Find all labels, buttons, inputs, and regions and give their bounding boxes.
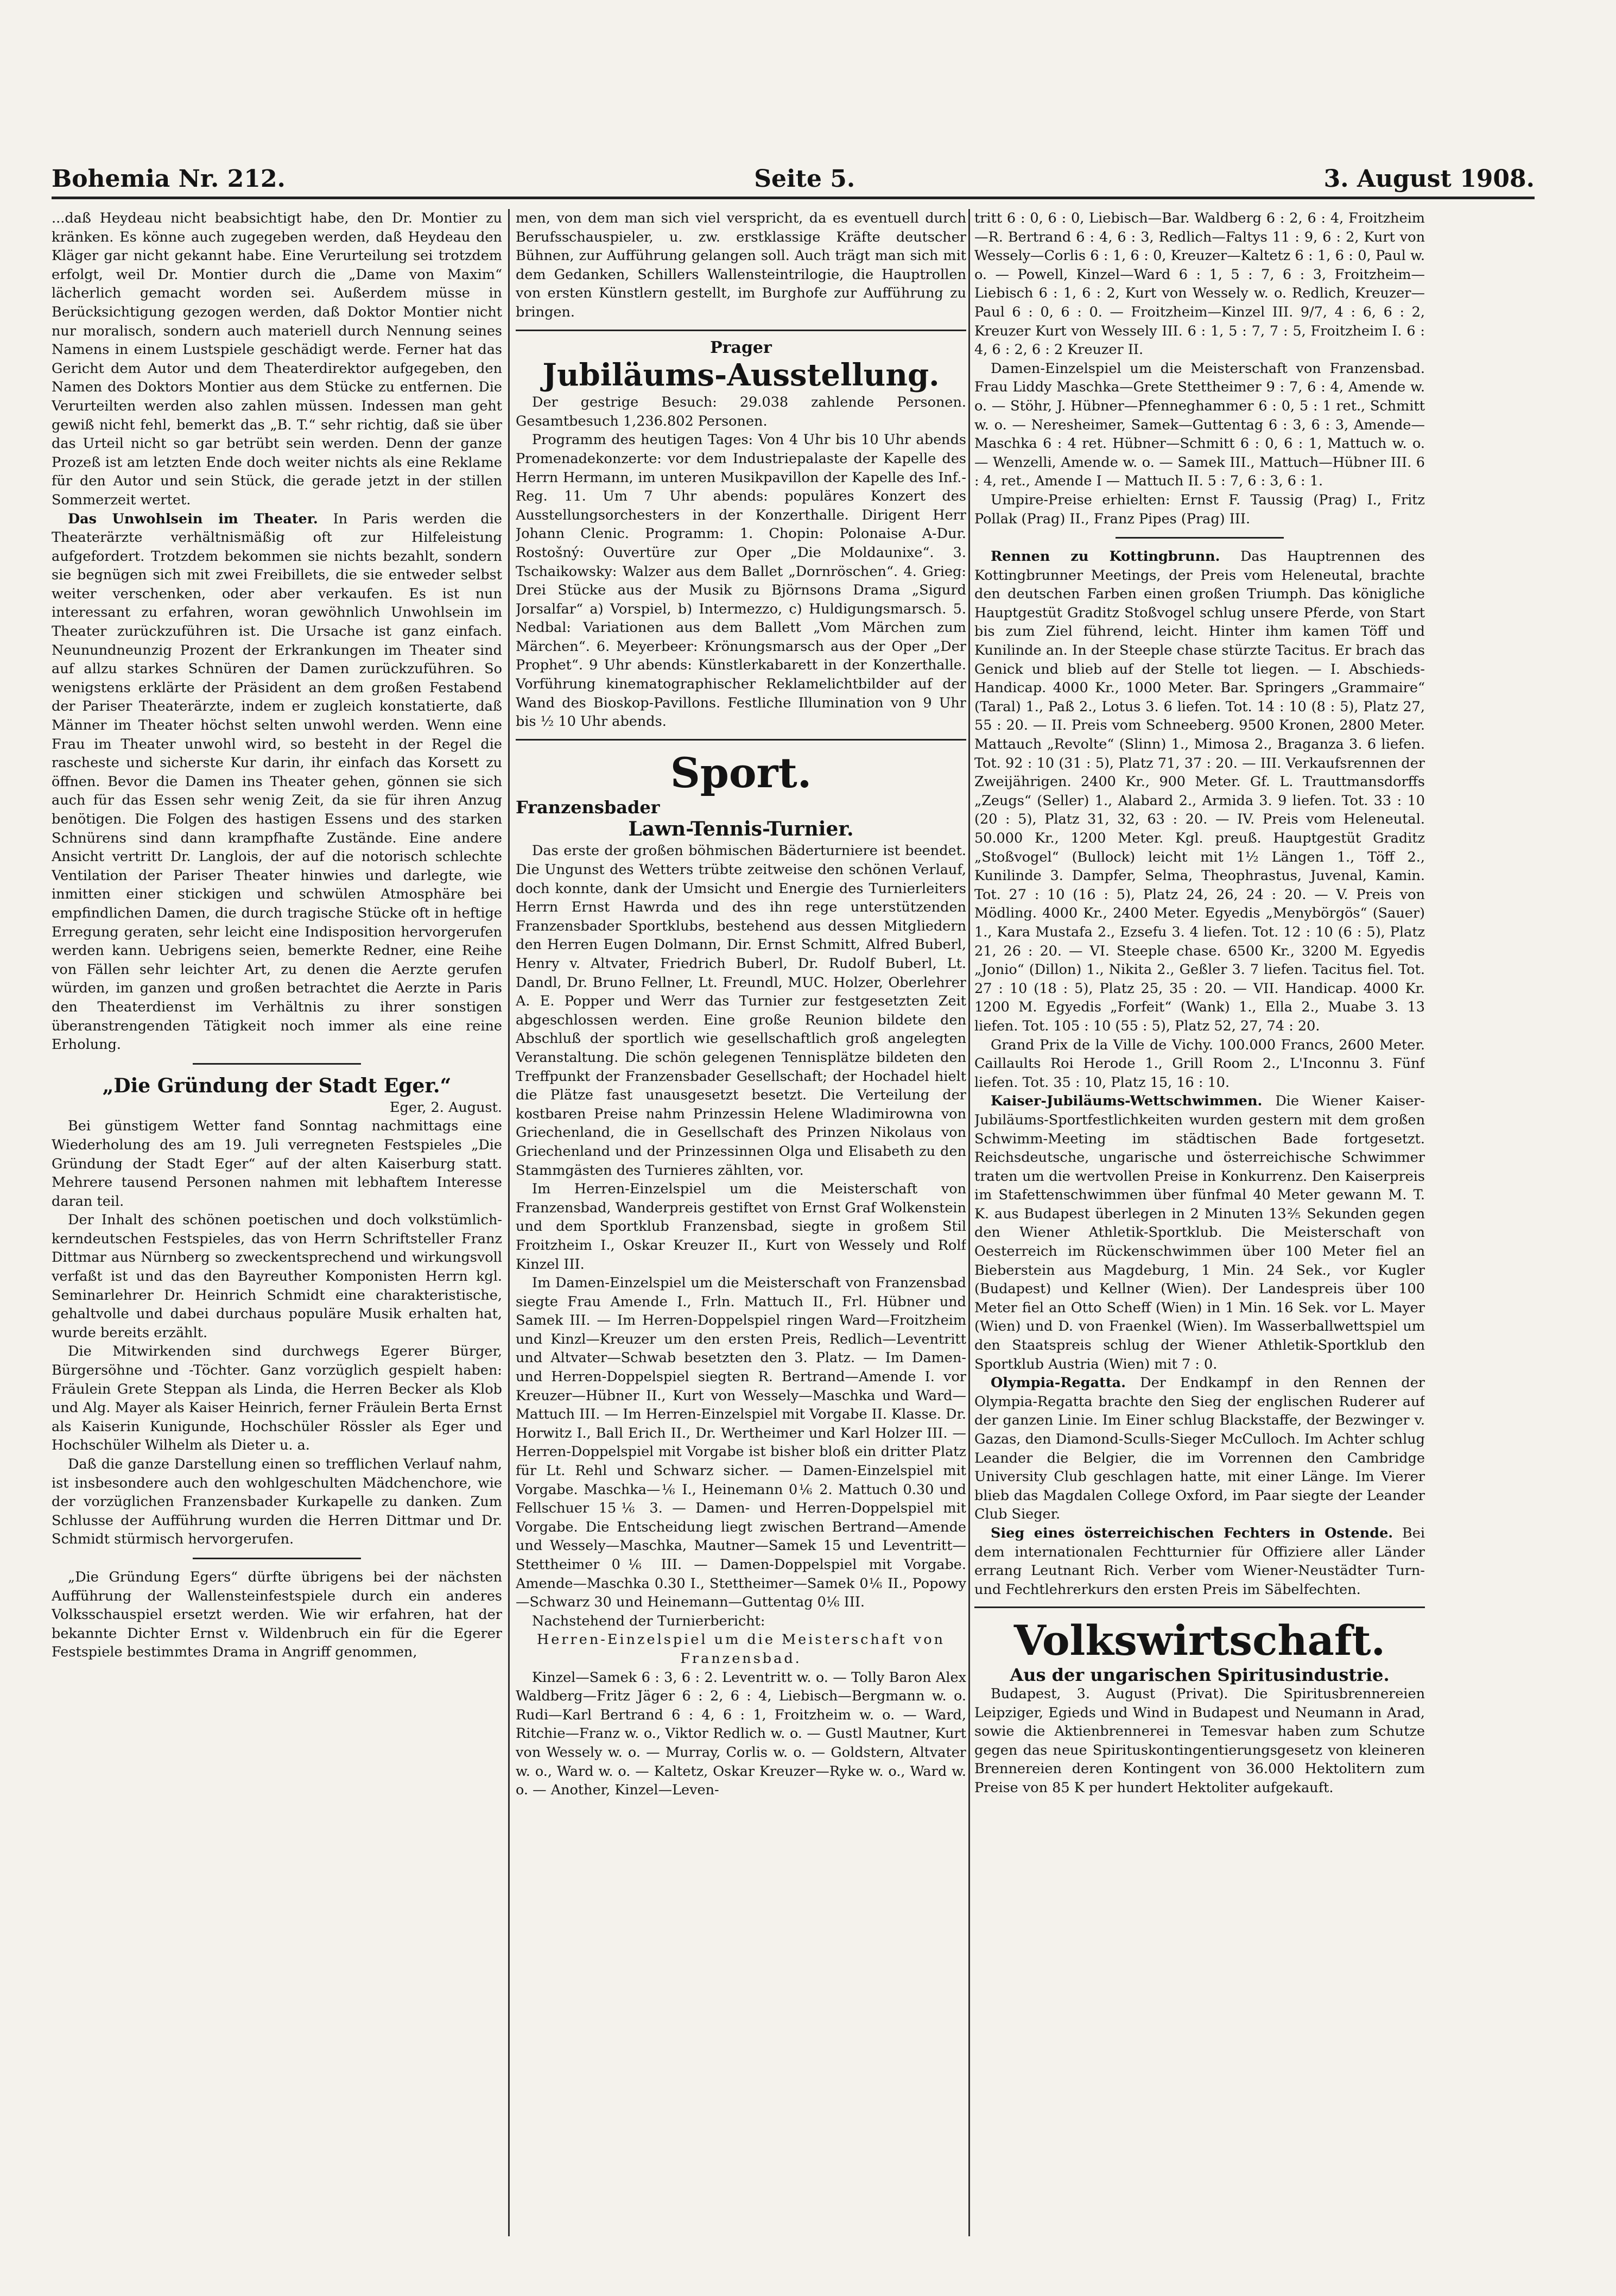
article-text: In Paris werden die Theaterärzte verhältnismäßig oft zur Hilfeleistung aufgefordert. Trotzdem bekommen sie nichts bezahlt, sondern sie begnügen sich mit zwei Freibillets, die sie entweder selbst weiter verschenken, oder aber verkaufen. Es ist nun interessant zu erfahren, woran gewöhnlich Unwohlsein im Theater zurückzuführen ist. Die Ursache ist ganz einfach. Neunundneunzig Prozent der Erkrankungen im Theater sind auf allzu starkes Schnüren der Damen zurückzuführen. So wenigstens erklärte der Präsident an dem großen Festabend der Pariser Theaterärzte, indem er zugleich konstatierte, daß Männer im Theater höchst selten unwohl werden. Wenn eine Frau im Theater unwohl wird, so besteht in der Regel die rascheste und sicherste Kur darin, ihr einfach das Korsett zu öffnen. Bevor die Damen ins Theater gehen, gönnen sie sich auch für das Essen sehr wenig Zeit, da sie für ihren Anzug benötigen. Die Folgen des hastigen Essens und des starken Schnürens sind dann krampfhafte Zustände. Eine andere Ansicht vertritt Dr. Langlois, der auf die notorisch schlechte Ventilation der Pariser Theater hinwies und darlegte, wie inmitten einer stickigen und schwülen Atmosphäre bei empfindlichen Damen, die durch tragische Stücke oft in heftige Erregung geraten, sehr leicht eine Indisposition hervorgerufen werden kann. Uebrigens seien, bemerkte Redner, eine Reihe von Fällen sehr leichter Art, zu denen die Aerzte gerufen würden, im ganzen und großen betrachtet die Aerzte in Paris den Theaterdienst im Verhältnis zu ihrer sonstigen überanstrengenden Tätigkeit noch immer als eine reine Erholung.: [52, 510, 502, 1053]
article-paragraph: Daß die ganze Darstellung einen so trefflichen Verlauf nahm, ist insbesondere auch den wohlgeschulten Mädchenchore, wie der vorzüglichen Franzensbader Kurkapelle zu danken. Zum Schlusse der Aufführung wurden die Herren Dittmar und Dr. Schmidt stürmisch hervorgerufen.: [52, 1456, 502, 1548]
results-heading: Herren-Einzelspiel um die Meisterschaft von Franzensbad.: [537, 1631, 945, 1667]
article-headline: Das Unwohlsein im Theater.: [68, 510, 318, 527]
section-title: Jubiläums-Ausstellung.: [542, 357, 940, 394]
article-paragraph: Damen-Einzelspiel um die Meisterschaft von Franzensbad. Frau Liddy Maschka—Grete Stettheimer 9 : 7, 6 : 4, Amende w. o. — Stöhr, J. Hübner—Pfenneghammer 6 : 0, 5 : 1 ret., Schmitt w. o. — Neresheimer, Samek—Guttentag 6 : 3, 6 : 3, Amende—Maschka 6 : 4 ret. Hübner—Schmitt 6 : 0, 6 : 1, Mattuch w. o. — Wenzelli, Amende w. o. — Samek III., Mattuch—Hübner III. 6 : 4, ret., Amende I — Mattuch II. 5 : 7, 6 : 3, 6 : 1.: [974, 360, 1425, 490]
header-rule: [52, 197, 1535, 199]
article-paragraph: [974, 1092, 1425, 1374]
article-paragraph: men, von dem man sich viel verspricht, da es eventuell durch Berufsschauspieler, u. zw. erstklassige Kräfte deutscher Bühnen, zur Aufführung gelangen soll. Auch trägt man sich mit dem Gedanken, Schillers Wallensteintrilogie, die Hauptrollen von ersten Künstlern gestellt, im Burghofe zur Aufführung zu bringen.: [516, 210, 966, 320]
page-header: [52, 155, 1535, 193]
article-paragraph: Umpire-Preise erhielten: Ernst F. Taussig (Prag) I., Fritz Pollak (Prag) II., Franz Pipes (Prag) III.: [974, 491, 1425, 527]
separator: [516, 330, 966, 331]
article-paragraph: Im Herren-Einzelspiel um die Meisterschaft von Franzensbad, Wanderpreis gestiftet von Ernst Graf Wolkenstein und dem Sportklub Franzensbad, siegte in großem Stil Froitzheim I., Oskar Kreuzer II., Kurt von Wessely und Rolf Kinzel III.: [516, 1181, 966, 1273]
article-paragraph: [974, 1524, 1425, 1599]
issue-date: 3. August 1908.: [1323, 165, 1535, 193]
article-paragraph: [974, 1374, 1425, 1524]
article-headline: Rennen zu Kottingbrunn.: [991, 548, 1220, 565]
article-paragraph: Nachstehend der Turnierbericht:: [532, 1612, 765, 1629]
masthead-issue: Bohemia Nr. 212.: [52, 165, 286, 193]
dateline: Eger, 2. August.: [389, 1099, 502, 1116]
article-paragraph: Die Mitwirkenden sind durchwegs Egerer Bürger, Bürgersöhne und -Töchter. Ganz vorzüglich gespielt haben: Fräulein Grete Steppan als Linda, die Herren Becker als Klob und Alg. Mayer als Kaiser Heinrich, ferner Fräulein Berta Ernst als Kaiserin Kunigunde, Hochschüler Rössler als Eger und Hochschüler Wilhelm als Dieter u. a.: [52, 1343, 502, 1454]
article-title: Aus der ungarischen Spiritusindustrie.: [1010, 1665, 1390, 1686]
section-title: Volkswirtschaft.: [1013, 1616, 1386, 1665]
separator: [974, 1606, 1425, 1608]
article-headline: Olympia-Regatta.: [991, 1375, 1126, 1391]
separator: [516, 739, 966, 741]
article-paragraph: Kinzel—Samek 6 : 3, 6 : 2. Leventritt w. o. — Tolly Baron Alex Waldberg—Fritz Jäger 6 : 2, 6 : 4, Liebisch—Bergmann w. o. Rudi—Karl Bertrand 6 : 4, 6 : 1, Froitzheim w. o. — Ward, Ritchie—Franz w. o., Viktor Redlich w. o. — Gustl Mautner, Kurt von Wessely w. o. — Murray, Corlis w. o. — Goldstern, Altvater w. o., Ward w. o. — Kaltetz, Oskar Kreuzer—Ryke w. o., Ward w. o. — Another, Kinzel—Leven-: [516, 1669, 966, 1799]
article-kicker: Franzensbader: [516, 796, 660, 818]
article-paragraph: Grand Prix de la Ville de Vichy. 100.000 Francs, 2600 Meter. Caillaults Roi Herode 1., Grill Room 2., L'Inconnu 3. Fünf liefen. Tot. 35 : 10, Platz 15, 16 : 10.: [974, 1036, 1425, 1091]
article-paragraph: Der Inhalt des schönen poetischen und doch volkstümlich-kerndeutschen Festspieles, das von Herrn Schriftsteller Franz Dittmar aus Nürnberg so zweckentsprechend und wirkungsvoll verfaßt ist und das den Bayreuther Komponisten Herrn kgl. Seminarlehrer Dr. Heinrich Schmidt eine charakteristische, gehaltvolle und dabei durchaus populäre Musik erhalten hat, wurde bereits erzählt.: [52, 1212, 502, 1341]
separator: [193, 1558, 361, 1559]
article-paragraph: ...daß Heydeau nicht beabsichtigt habe, den Dr. Montier zu kränken. Es könne auch zugegeben werden, daß Heydeau den Kläger gar nicht gekannt habe. Eine Verurteilung sei trotzdem erfolgt, weil Dr. Montier durch die „Dame von Maxim“ lächerlich gemacht worden sei. Außerdem müsse in Berücksichtigung gezogen werden, daß Doktor Montier nicht nur moralisch, sondern auch materiell durch Nennung seines Namens in einem Lustspiele geschädigt werde. Ferner hat das Gericht dem Autor und dem Theaterdirektor aufgegeben, den Namen des Doktors Montier aus dem Stücke zu entfernen. Die Verurteilten werden also zahlen müssen. Indessen man geht gewiß nicht fehl, bemerkt das „B. T.“ sehr richtig, daß sie über das Urteil nicht so gar betrübt sein werden. Denn der ganze Prozeß ist am letzten Ende doch weiter nichts als eine Reklame für den Autor und sein Stück, die gerade jetzt in der stillen Sommerzeit wertet.: [52, 210, 502, 508]
article-paragraph: [52, 510, 502, 1054]
section-title: Sport.: [670, 748, 812, 797]
article-paragraph: Der gestrige Besuch: 29.038 zahlende Personen. Gesamtbesuch 1,236.802 Personen.: [516, 394, 966, 429]
column-divider: [508, 209, 510, 2236]
section-kicker: Prager: [710, 338, 772, 357]
article-text: Das Hauptrennen des Kottingbrunner Meetings, der Preis vom Heleneutal, brachte den deutschen Farben einen großen Triumph. Das königliche Hauptgestüt Graditz Stoßvogel schlug unsere Pferde, von Start bis zum Ziel führend, leicht. Hinter ihm kamen Töff und Kunilinde an. In der Steeple chase stürzte Tacitus. Er brach das Genick und blieb auf der Stelle tot liegen. — I. Abschieds-Handicap. 4000 Kr., 1000 Meter. Bar. Springers „Grammaire“ (Taral) 1., Paß 2., Lotus 3. 6 liefen. Tot. 14 : 10 (8 : 5), Platz 27, 55 : 20. — II. Preis vom Schneeberg. 9500 Kronen, 2800 Meter. Mattauch „Revolte“ (Slinn) 1., Mimosa 2., Braganza 3. 6 liefen. Tot. 92 : 10 (31 : 5), Platz 71, 37 : 20. — III. Verkaufsrennen der Zweijährigen. 2400 Kr., 900 Meter. Gf. L. Trauttmansdorffs „Zeugs“ (Seller) 1., Alabard 2., Armida 3. 9 liefen. Tot. 33 : 10 (20 : 5), Platz 31, 32, 63 : 20. — IV. Preis vom Heleneutal. 50.000 Kr., 1200 Meter. Kgl. preuß. Hauptgestüt Graditz „Stoßvogel“ (Bullock) leicht mit 1½ Längen 1., Töff 2., Kunilinde 3. Dampfer, Selma, Theophrastus, Juvenal, Kamin. Tot. 27 : 10 (16 : 5), Platz 24, 26, 24 : 20. — V. Preis von Mödling. 4000 Kr., 2400 Meter. Egyedis „Menybörgös“ (Sauer) 1., Kara Mustafa 2., Ezsefu 3. 4 liefen. Tot. 12 : 10 (6 : 5), Platz 21, 26 : 20. — VI. Steeple chase. 6500 Kr., 3200 M. Egyedis „Jonio“ (Dillon) 1., Nikita 2., Geßler 3. 7 liefen. Tacitus fiel. Tot. 27 : 10 (18 : 5), Platz 25, 35 : 20. — VII. Handicap. 4000 Kr. 1200 M. Egyedis „Forfeit“ (Wank) 1., Ella 2., Muabe 3. 13 liefen. Tot. 105 : 10 (55 : 5), Platz 52, 27, 74 : 20.: [974, 548, 1425, 1034]
article-paragraph: Im Damen-Einzelspiel um die Meisterschaft von Franzensbad siegte Frau Amende I., Frln. Mattuch II., Frl. Hübner und Samek III. — Im Herren-Doppelspiel ringen Ward—Froitzheim und Kinzl—Kreuzer um den ersten Preis, Redlich—Leventritt und Altvater—Schwab besetzten den 3. Platz. — Im Damen- und Herren-Doppelspiel siegten R. Bertrand—Amende I. vor Kreuzer—Hübner II., Kurt von Wessely—Maschka und Ward—Mattuch III. — Im Herren-Einzelspiel mit Vorgabe II. Klasse. Dr. Horwitz I., Ball Erich II., Dr. Wertheimer und Karl Holzer III. — Herren-Doppelspiel mit Vorgabe ist bisher bloß ein dritter Platz für Lt. Rehl und Schwarz sicher. — Damen-Einzelspiel mit Vorgabe. Maschka—⅙ I., Heinemann 0⅙ 2. Mattuch 0.30 und Fellschuer 15⅙ 3. — Damen- und Herren-Doppelspiel mit Vorgabe. Die Entscheidung liegt zwischen Bertrand—Amende und Wessely—Maschka, Mautner—Samek 15 und Leventritt—Stettheimer 0⅙ III. — Damen-Doppelspiel mit Vorgabe. Amende—Maschka 0.30 I., Stettheimer—Samek 0⅙ II., Popowy—Schwarz 30 und Heinemann—Guttentag 0⅙ III.: [516, 1275, 966, 1611]
article-title: Lawn-Tennis-Turnier.: [628, 818, 854, 841]
separator: [1116, 537, 1284, 539]
page-number: Seite 5.: [754, 165, 855, 193]
column-2: [516, 209, 966, 2236]
article-text: Die Wiener Kaiser-Jubiläums-Sportfestlichkeiten wurden gestern mit dem großen Schwimm-Meeting im städtischen Bade fortgesetzt. Reichsdeutsche, ungarische und österreichische Schwimmer traten um die wertvollen Preise in Konkurrenz. Den Kaiserpreis im Stafettenschwimmen über fünfmal 40 Meter gewann M. T. K. aus Budapest überlegen in 2 Minuten 13⅖ Sekunden gegen den Wiener Athletik-Sportklub. Die Meisterschaft von Oesterreich im Rückenschwimmen über 100 Meter fiel an Bieberstein aus Magdeburg, 1 Min. 24 Sek., vor Kugler (Budapest) und Kellner (Wien). Der Landespreis über 100 Meter fiel an Otto Scheff (Wien) in 1 Min. 16 Sek. vor L. Mayer (Wien) und D. von Fraenkel (Wien). Im Wasserballwettspiel um den Staatspreis schlug der Wiener Athletik-Sportklub den Sportklub Austria (Wien) mit 7 : 0.: [974, 1093, 1425, 1372]
column-divider: [968, 209, 970, 2236]
article-paragraph: Programm des heutigen Tages: Von 4 Uhr bis 10 Uhr abends Promenadekonzerte: vor dem Industriepalaste der Kapelle des Herrn Hermann, im unteren Musikpavillon der Kapelle des Inf.-Reg. 11. Um 7 Uhr abends: populäres Konzert des Ausstellungsorchesters in der Konzerthalle. Dirigent Herr Johann Clenic. Programm: 1. Chopin: Polonaise A-Dur. Rostošný: Ouvertüre zur Oper „Die Moldaunixe“. 3. Tschaikowsky: Walzer aus dem Ballet „Dornröschen“. 4. Grieg: Drei Stücke aus der Musik zu Björnsons Drama „Sigurd Jorsalfar“ a) Vorspiel, b) Intermezzo, c) Huldigungsmarsch. 5. Nedbal: Variationen aus dem Ballett „Vom Märchen zum Märchen“. 6. Meyerbeer: Krönungsmarsch aus der Oper „Der Prophet“. 9 Uhr abends: Künstlerkabarett in der Konzerthalle. Vorführung kinematographischer Reklamelichtbilder auf der Wand des Bioskop-Pavillons. Festliche Illumination von 9 Uhr bis ½ 10 Uhr abends.: [516, 432, 966, 730]
article-paragraph: Bei günstigem Wetter fand Sonntag nachmittags eine Wiederholung des am 19. Juli verregneten Festspieles „Die Gründung der Stadt Eger“ auf der alten Kaiserburg statt. Mehrere tausend Personen nahmen mit lebhaftem Interesse daran teil.: [52, 1118, 502, 1210]
article-title: „Die Gründung der Stadt Eger.“: [102, 1074, 452, 1097]
article-headline: Sieg eines österreichischen Fechters in Ostende.: [991, 1525, 1393, 1541]
separator: [193, 1063, 361, 1065]
article-text: Der Endkampf in den Rennen der Olympia-Regatta brachte den Sieg der englischen Ruderer auf der ganzen Linie. Im Einer schlug Blackstaffe, der Bezwinger v. Gazas, den Diamond-Sculls-Sieger McCulloch. Im Achter schlug Leander die Belgier, die im Vorrennen den Cambridge University Club geschlagen hatte, mit einer Länge. Im Vierer blieb das Magdalen College Oxford, im Paar siegte der Leander Club Sieger.: [974, 1375, 1425, 1523]
column-3: [974, 209, 1425, 2236]
column-1: [52, 209, 502, 2236]
article-paragraph: Das erste der großen böhmischen Bäderturniere ist beendet. Die Ungunst des Wetters trübte zeitweise den schönen Verlauf, doch konnte, dank der Umsicht und Energie des Turnierleiters Herrn Ernst Hawrda und des ihn rege unterstützenden Franzensbader Sportklubs, bestehend aus dessen Mitgliedern den Herren Eugen Dolmann, Dir. Ernst Schmitt, Alfred Buberl, Henry v. Altvater, Friedrich Buberl, Dr. Rudolf Buberl, Lt. Dandl, Dr. Bruno Fellner, Lt. Freundl, MUC. Holzer, Oberlehrer A. E. Popper und Werr das Turnier zur festgesetzten Zeit abgeschlossen werden. Eine große Reunion bildete den Abschluß der sportlich wie gesellschaftlich groß angelegten Veranstaltung. Die schön gelegenen Tennisplätze bildeten den Treffpunkt der Franzensbader Gesellschaft; der Hochadel hielt die Plätze fast unausgesetzt besetzt. Die Verteilung der kostbaren Preise nahm Prinzessin Helene Wladimirowna von Griechenland, die in Gesellschaft des Prinzen Nikolaus von Griechenland und der Prinzessinnen Olga und Elisabeth zu den Stammgästen des Turnieres zählten, vor.: [516, 843, 966, 1179]
article-paragraph: Budapest, 3. August (Privat). Die Spiritusbrennereien Leipziger, Egieds und Wind in Budapest und Neumann in Arad, sowie die Aktienbrennerei in Temesvar haben zum Schutze gegen das neue Spirituskontingentierungsgesetz von kleineren Brennereien deren Kontingent von 36.000 Hektolitern zum Preise von 85 K per hundert Hektoliter aufgekauft.: [974, 1685, 1425, 1796]
article-paragraph: [974, 547, 1425, 1035]
article-paragraph: „Die Gründung Egers“ dürfte übrigens bei der nächsten Aufführung der Wallensteinfestspiele durch ein anderes Volksschauspiel ersetzt werden. Wie wir erfahren, hat der bekannte Dichter Ernst v. Wildenbruch ein für die Egerer Festspiele bestimmtes Drama in Angriff genommen,: [52, 1568, 502, 1661]
article-text: Bei dem internationalen Fechtturnier für Offiziere aller Länder errang Leutnant Rich. Verber vom Wiener-Neustädter Turn- und Fechtlehrerkurs den ersten Preis im Säbelfechten.: [974, 1525, 1425, 1598]
article-paragraph: tritt 6 : 0, 6 : 0, Liebisch—Bar. Waldberg 6 : 2, 6 : 4, Froitzheim—R. Bertrand 6 : 4, 6 : 3, Redlich—Faltys 11 : 9, 6 : 2, Kurt von Wessely—Corlis 6 : 1, 6 : 0, Kreuzer—Kaltetz 6 : 1, 6 : 0, Paul w. o. — Powell, Kinzel—Ward 6 : 1, 5 : 7, 6 : 3, Froitzheim—Liebisch 6 : 1, 6 : 2, Kurt von Wessely w. o. Redlich, Kreuzer—Paul 6 : 0, 6 : 0. — Froitzheim—Kinzel III. 9/7, 4 : 6, 6 : 2, Kreuzer Kurt von Wessely III. 6 : 1, 5 : 7, 7 : 5, Froitzheim I. 6 : 4, 6 : 2, 6 : 2 Kreuzer II.: [974, 210, 1425, 358]
article-headline: Kaiser-Jubiläums-Wettschwimmen.: [991, 1093, 1263, 1110]
